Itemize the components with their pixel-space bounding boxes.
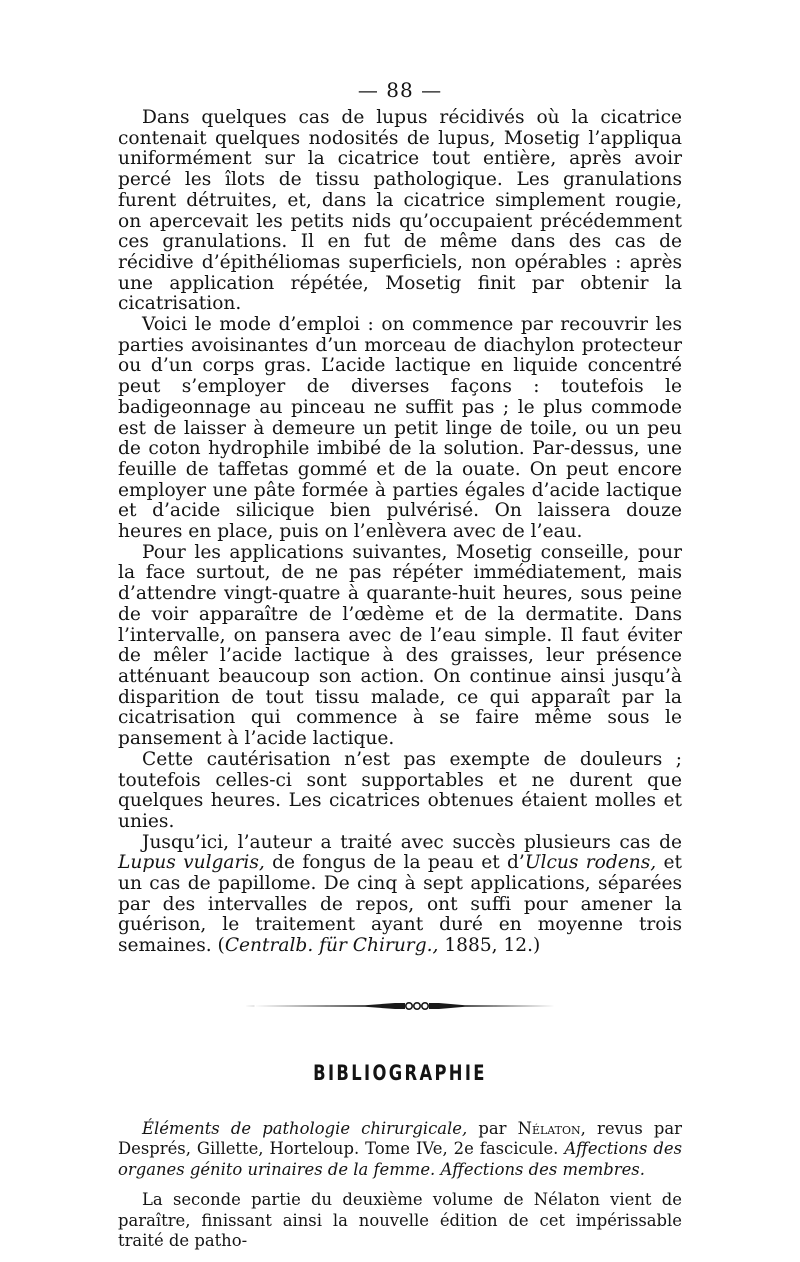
page-number: — 88 — xyxy=(357,78,443,102)
section-heading: BIBLIOGRAPHIE xyxy=(313,1060,487,1085)
paragraph: Voici le mode d’emploi : on commence par recouvrir les parties avoisinantes d’un morceau de diachylon protecteur ou d’un corps gras. L’acide lactique en liquide concentré peut s’employer de diverses façons : toutefois le badigeonnage au pinceau ne suffit pas ; le plus commode est de laisser à demeure un petit linge de toile, ou un peu de coton hydrophile imbibé de la solution. Par-dessus, une feuille de taffetas gommé et de la ouate. On peut encore employer une pâte formée à parties égales d’acide lactique et d’acide silicique bien pulvérisé. On laissera douze heures en place, puis on l’enlèvera avec de l’eau. xyxy=(118,314,682,543)
book-title: Éléments de pathologie chirurgicale, xyxy=(142,1118,468,1138)
text-run: , revus par Després, Gillette, Horteloup. Tome IVe, 2e fascicule. xyxy=(118,1118,682,1159)
paragraph: Pour les applications suivantes, Mosetig conseille, pour la face surtout, de ne pas répéter immédiatement, mais d’attendre vingt-quatre à quarante-huit heures, sous peine de voir apparaître de l’œdème et de la dermatite. Dans l’intervalle, on pansera avec de l’eau simple. Il faut éviter de mêler l’acide lactique à des graisses, leur présence atténuant beaucoup son action. On continue ainsi jusqu’à disparition de tout tissu malade, ce qui apparaît par la cicatrisation qui commence à se faire même sous le pansement à l’acide lactique. xyxy=(118,541,682,750)
italic-term: Ulcus rodens, xyxy=(524,852,657,874)
author-name: Nélaton xyxy=(517,1118,581,1138)
paragraph: Cette cautérisation n’est pas exempte de douleurs ; toutefois celles-ci sont supportables et ne durent que quelques heures. Les cicatrices obtenues étaient molles et unies. xyxy=(118,748,682,832)
text-run: de fongus de la peau et d’ xyxy=(264,852,525,874)
italic-term: Lupus vulgaris, xyxy=(118,852,265,874)
text-run: et un cas de papillome. De cinq à sept applications, séparées par des intervalles de repos, ont suffi pour amener la guérison, le traitement ayant duré en moyenne trois semaines. ( xyxy=(118,852,683,957)
text-run: par xyxy=(467,1118,518,1138)
bibliography-entry xyxy=(118,1119,682,1181)
paragraph-results xyxy=(118,833,682,957)
citation-journal: Centralb. für Chirurg., xyxy=(224,935,439,957)
review-paragraph: La seconde partie du deuxième volume de Nélaton vient de paraître, finissant ainsi la nouvelle édition de cet impérissable traité de patho- xyxy=(118,1190,682,1251)
article-body xyxy=(118,108,682,957)
paragraph: Dans quelques cas de lupus récidivés où la cicatrice contenait quelques nodosités de lupus, Mosetig l’appliqua uniformément sur la cicatrice tout entière, après avoir percé les îlots de tissu pathologique. Les granulations furent détruites, et, dans la cicatrice simplement rougie, on apercevait les petits nids qu’occupaient précédemment ces granulations. Il en fut de même dans des cas de récidive d’épithéliomas superficiels, non opérables : après une application répétée, Mosetig finit par obtenir la cicatrisation. xyxy=(118,107,682,315)
text-run: Jusqu’ici, l’auteur a traité avec succès plusieurs cas de xyxy=(142,831,682,853)
ornament-divider xyxy=(245,999,555,1013)
book-page xyxy=(118,80,682,1252)
book-subtitle: Affections des organes génito urinaires de la femme. Affections des membres. xyxy=(118,1139,682,1179)
bibliography-section xyxy=(118,1119,682,1252)
citation-year: 1885, 12.) xyxy=(438,935,541,957)
